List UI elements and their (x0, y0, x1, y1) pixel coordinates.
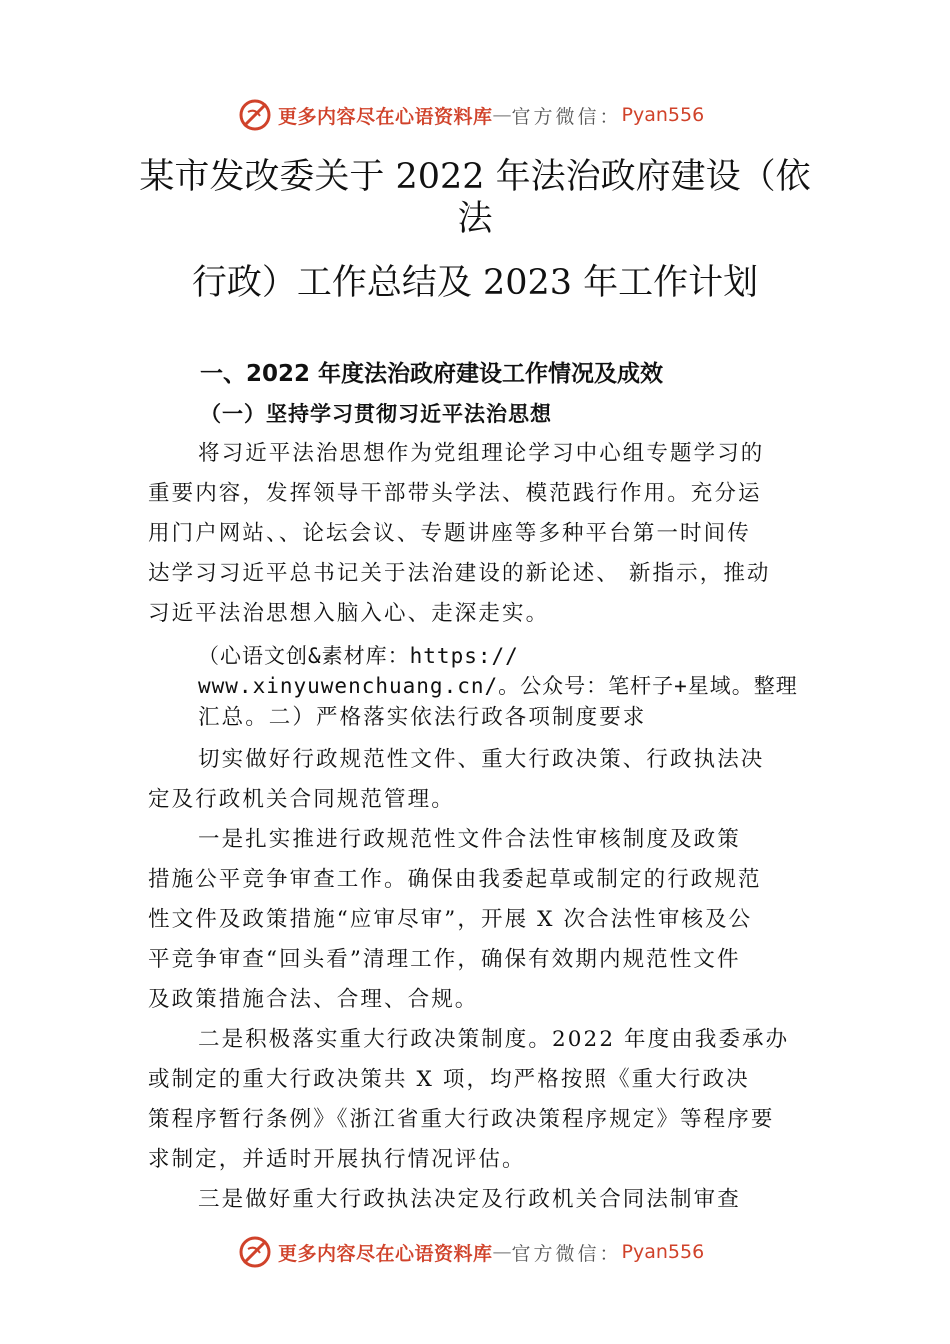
paragraph-line: 求制定，并适时开展执行情况评估。 (148, 1147, 526, 1172)
paragraph-line: 重要内容，发挥领导干部带头学法、模范践行作用。充分运 (148, 481, 762, 506)
banner-brand-text: 更多内容尽在心语资料库 (278, 105, 493, 128)
banner-dash: — (492, 104, 512, 126)
note-line: www.xinyuwenchuang.cn/。公众号：笔杆子+星域。整理 (198, 674, 798, 698)
subsection-heading-1: （一）坚持学习贯彻习近平法治思想 (200, 401, 552, 426)
paragraph-line: 及政策措施合法、合理、合规。 (148, 987, 479, 1012)
section-heading: 一、2022 年度法治政府建设工作情况及成效 (200, 361, 664, 387)
banner-dash: — (492, 1241, 512, 1263)
paragraph-line: 平竞争审查“回头看”清理工作，确保有效期内规范性文件 (148, 947, 741, 972)
paragraph-line: 一是扎实推进行政规范性文件合法性审核制度及政策 (198, 827, 741, 852)
paragraph-line: 定及行政机关合同规范管理。 (148, 787, 455, 812)
banner-wechat-id: Pyan556 (621, 104, 705, 126)
paragraph-line: 或制定的重大行政决策共 X 项，均严格按照《重大行政决 (148, 1067, 750, 1092)
note-line: （心语文创&素材库：https:// (198, 644, 519, 668)
paragraph-line: 习近平法治思想入脑入心、走深走实。 (148, 601, 550, 626)
paragraph-line: 三是做好重大行政执法决定及行政机关合同法制审查 (198, 1187, 741, 1212)
banner-wechat-id: Pyan556 (621, 1241, 705, 1263)
paragraph-line: 用门户网站、、论坛会议、专题讲座等多种平台第一时间传 (148, 521, 751, 546)
brush-logo-icon (238, 98, 272, 132)
paragraph-line: 达学习习近平总书记关于法治建设的新论述、 新指示，推动 (148, 561, 771, 586)
paragraph-line: 策程序暂行条例》《浙江省重大行政决策程序规定》等程序要 (148, 1107, 775, 1132)
paragraph-line: 性文件及政策措施“应审尽审”，开展 X 次合法性审核及公 (148, 907, 753, 932)
paragraph-line: 将习近平法治思想作为党组理论学习中心组专题学习的 (198, 441, 765, 466)
banner-wechat-label: 官方微信： (511, 1242, 622, 1265)
banner-wechat-label: 官方微信： (511, 105, 622, 128)
paragraph-line: 切实做好行政规范性文件、重大行政决策、行政执法决 (198, 747, 765, 772)
document-title-line-3: 行政）工作总结及 2023 年工作计划 (191, 263, 759, 303)
note-line: 汇总。二）严格落实依法行政各项制度要求 (198, 705, 647, 730)
paragraph-line: 二是积极落实重大行政决策制度。2022 年度由我委承办 (198, 1027, 790, 1052)
banner-brand-text: 更多内容尽在心语资料库 (278, 1242, 493, 1265)
header-banner (238, 97, 738, 133)
footer-banner (238, 1234, 738, 1270)
paragraph-line: 措施公平竞争审查工作。确保由我委起草或制定的行政规范 (148, 867, 762, 892)
brush-logo-icon (238, 1235, 272, 1269)
document-title-line-2: 法 (457, 199, 493, 239)
document-title-line-1: 某市发改委关于 2022 年法治政府建设（依 (139, 157, 811, 197)
